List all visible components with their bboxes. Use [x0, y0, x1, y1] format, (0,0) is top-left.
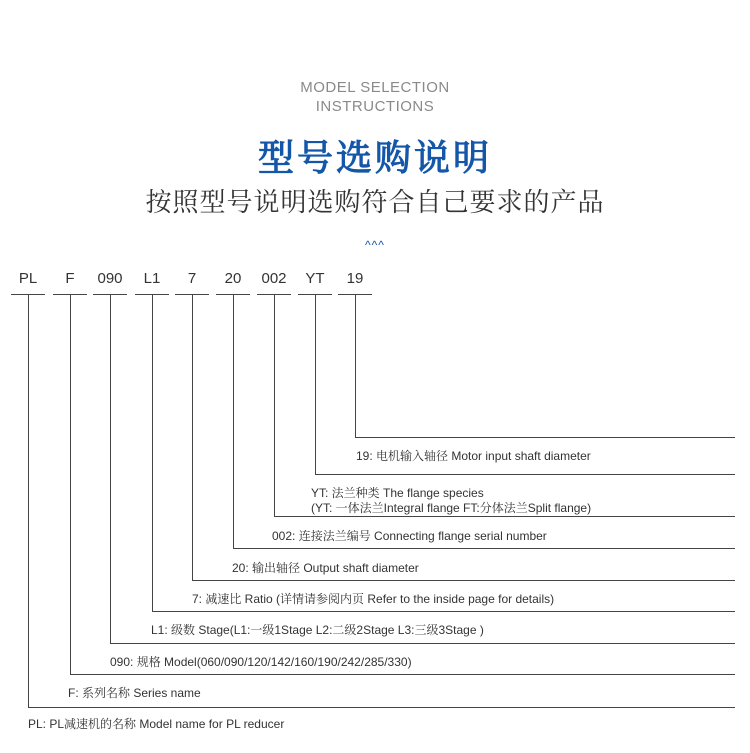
code-pl: PL	[18, 270, 38, 287]
desc-f: F: 系列名称 Series name	[68, 686, 201, 700]
leader-19	[355, 437, 735, 438]
leader-002	[274, 516, 735, 517]
page-title: 型号选购说明	[257, 137, 492, 178]
code-l1: L1	[143, 270, 161, 287]
desc-yt-line-1: YT: 法兰种类 The flange species	[311, 486, 484, 500]
connector-19	[355, 294, 356, 437]
code-7: 7	[187, 270, 197, 287]
code-002: 002	[261, 270, 287, 287]
code-yt: YT	[305, 270, 325, 287]
connector-7	[192, 294, 193, 580]
leader-yt	[315, 474, 735, 475]
page-subtitle: 按照型号说明选购符合自己要求的产品	[145, 187, 605, 217]
code-19: 19	[346, 270, 364, 287]
code-f: F	[65, 270, 75, 287]
desc-7: 7: 减速比 Ratio (详情请参阅内页 Refer to the inside page for details)	[192, 592, 555, 606]
desc-l1: L1: 级数 Stage(L1:一级1Stage L2:二级2Stage L3:三级3Stage )	[151, 623, 484, 637]
desc-090: 090: 规格 Model(060/090/120/142/160/190/242/285/330)	[110, 655, 412, 669]
leader-090	[110, 643, 735, 644]
leader-l1	[152, 611, 735, 612]
code-20: 20	[224, 270, 242, 287]
english-heading-line-1: MODEL SELECTION	[300, 79, 450, 96]
connector-20	[233, 294, 234, 548]
desc-20: 20: 输出轴径 Output shaft diameter	[232, 561, 419, 575]
desc-pl: PL: PL减速机的名称 Model name for PL reducer	[28, 717, 285, 731]
leader-pl	[28, 707, 735, 708]
connector-f	[70, 294, 71, 674]
desc-002: 002: 连接法兰编号 Connecting flange serial number	[272, 529, 547, 543]
desc-19: 19: 电机输入轴径 Motor input shaft diameter	[356, 449, 591, 463]
connector-yt	[315, 294, 316, 474]
connector-090	[110, 294, 111, 643]
desc-yt-line-2: (YT: 一体法兰Integral flange FT:分体法兰Split flange)	[311, 501, 592, 515]
english-heading-line-2: INSTRUCTIONS	[315, 98, 435, 115]
connector-pl	[28, 294, 29, 707]
connector-002	[274, 294, 275, 516]
leader-20	[233, 548, 735, 549]
leader-f	[70, 674, 735, 675]
code-090: 090	[97, 270, 123, 287]
connector-l1	[152, 294, 153, 611]
leader-7	[192, 580, 735, 581]
caret-decoration: ^^^	[365, 238, 385, 252]
